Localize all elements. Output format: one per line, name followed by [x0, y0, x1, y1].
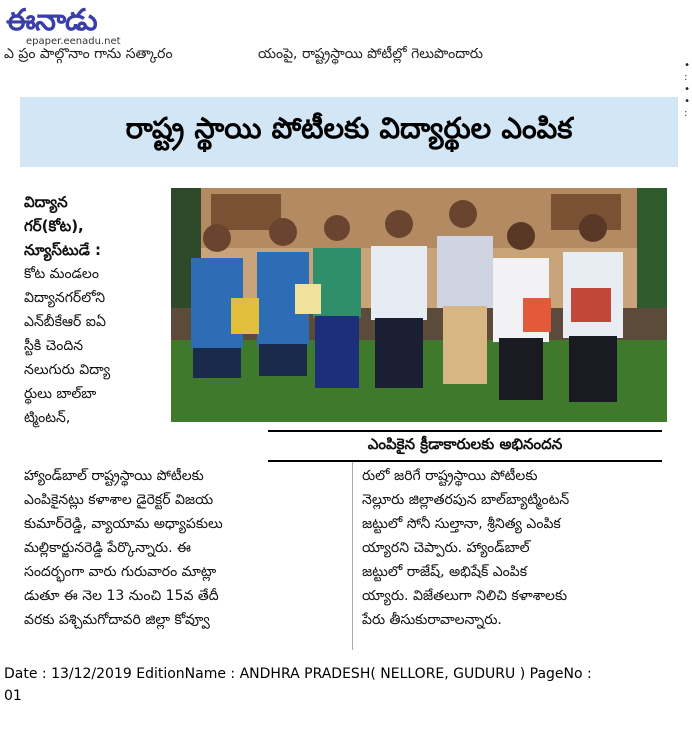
- body-line: ట్మింటన్,: [24, 410, 71, 426]
- edition-footer: [4, 663, 688, 707]
- body-line: డుతూ ఈ నెల 13 నుంచి 15వ తేదీ: [24, 588, 219, 604]
- body-line: ఎన్‌బీకేఆర్ ఐఏ: [24, 314, 106, 330]
- clipped-text-1: ఎ ప్రం పాల్గొనాం గాను సత్కారం: [4, 46, 173, 62]
- headline-band: [20, 97, 678, 167]
- body-line: రులో జరిగే రాష్ట్రస్థాయి పోటీలకు: [362, 468, 538, 484]
- middle-column: [24, 464, 342, 632]
- body-line: నలుగురు విద్యా: [24, 362, 111, 378]
- body-line: కుమార్‌రెడ్డి, వ్యాయామ అధ్యాపకులు: [24, 516, 223, 532]
- body-line: విద్యానగర్‌లోని: [24, 290, 106, 306]
- body-line: నెల్లూరు జిల్లాతరపున బాల్‌బ్యాట్మింటన్: [362, 492, 570, 508]
- body-line: మల్లికార్జునరెడ్డి పేర్కొన్నారు. ఈ: [24, 540, 191, 556]
- right-margin-marks: • : • • :: [684, 60, 690, 119]
- left-column: [24, 190, 164, 430]
- body-line: స్టీకి చెందిన: [24, 338, 84, 354]
- body-line: కోట మండలం: [24, 266, 99, 282]
- body-line: ఎంపికైనట్లు కళాశాల డైరెక్టర్ విజయ: [24, 492, 214, 508]
- dateline-line: విద్యాన: [24, 193, 68, 211]
- photo-caption: ఎంపికైన క్రీడాకారులకు అభినందన: [367, 435, 563, 453]
- footer-line-1: Date : 13/12/2019 EditionName : ANDHRA PRADESH( NELLORE, GUDURU ) PageNo :: [4, 666, 592, 682]
- headline: రాష్ట్ర స్థాయి పోటీలకు విద్యార్థుల ఎంపిక: [125, 111, 573, 145]
- clipped-text-2: యంపై, రాష్ట్రస్థాయి పోటీల్లో గెలుపొందారు: [258, 46, 483, 62]
- dateline-line: గర్(కోట),: [24, 217, 84, 235]
- right-column: [362, 464, 672, 632]
- body-line: జట్టులో సోనీ సుల్తానా, శ్రీనిత్య ఎంపిక: [362, 516, 561, 532]
- logo-url: epaper.eenadu.net: [26, 36, 121, 47]
- photo-caption-bar: [268, 430, 662, 462]
- body-line: వరకు పశ్చిమగోదావరి జిల్లా కోవ్వూ: [24, 612, 210, 628]
- clipped-previous-article-line: [0, 42, 692, 66]
- body-line: పేరు తీసుకురావాలన్నారు.: [362, 612, 502, 628]
- column-divider: [352, 462, 353, 650]
- body-line: జట్టులో రాజేష్, అభిషేక్ ఎంపిక: [362, 564, 528, 580]
- body-line: హ్యాండ్‌బాల్ రాష్ట్రస్థాయి పోటీలకు: [24, 468, 204, 484]
- news-photo: [171, 188, 667, 422]
- body-line: ర్థులు బాల్‌బా: [24, 386, 97, 402]
- students-group-photo: [171, 188, 667, 422]
- body-line: య్యారని చెప్పారు. హ్యాండ్‌బాల్: [362, 540, 530, 556]
- logo-text: ఈనాడు: [6, 3, 97, 38]
- body-line: సందర్భంగా వారు గురువారం మాట్లా: [24, 564, 217, 580]
- footer-line-2: 01: [4, 688, 22, 704]
- body-line: య్యారు. విజేతలుగా నిలిచి కళాశాలకు: [362, 588, 568, 604]
- dateline-line: న్యూస్‌టుడే :: [24, 241, 102, 259]
